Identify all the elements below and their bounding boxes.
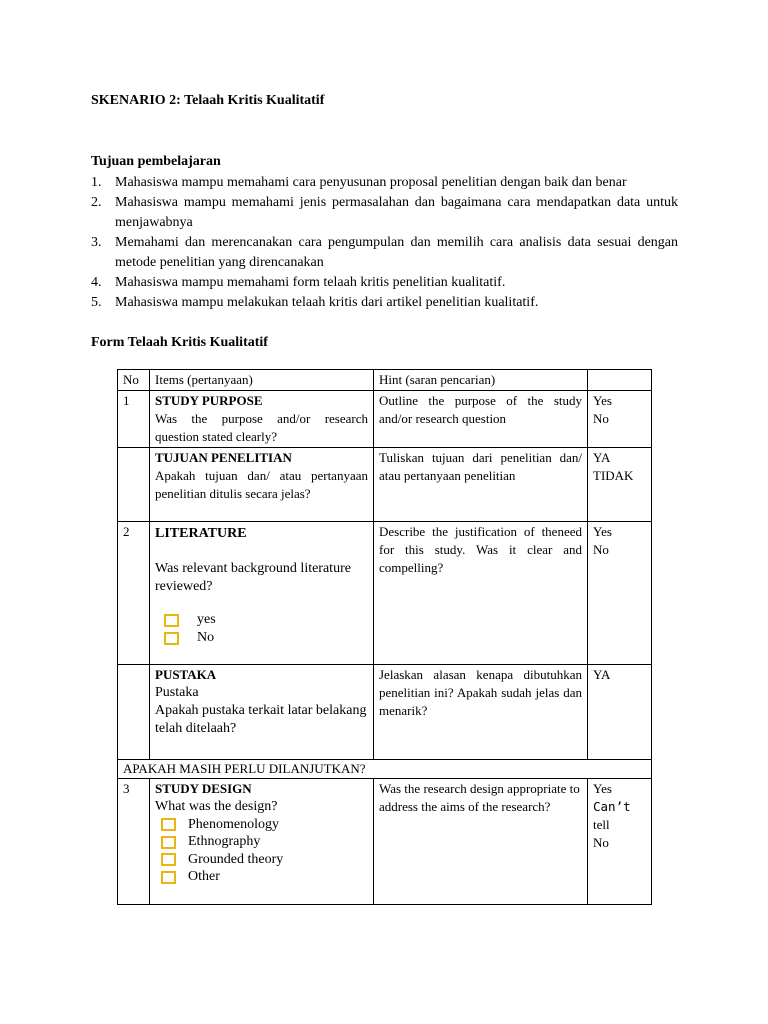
form-heading: Form Telaah Kritis Kualitatif [91,335,268,350]
checkbox[interactable] [161,871,176,884]
item-title: LITERATURE [155,526,247,541]
continue-row [118,760,652,779]
item-title: STUDY PURPOSE [155,393,263,408]
answer-option: Can’t [593,799,631,814]
objective-number: 5. [91,295,102,310]
objective-number: 4. [91,275,102,290]
objective-item [91,293,678,313]
objective-number: 2. [91,195,102,210]
answer-option: Yes [593,524,612,539]
item-question: Apakah pustaka terkait latar belakang telah ditelaah? [155,703,367,736]
checkbox[interactable] [161,853,176,866]
objective-item [91,193,678,233]
row-number: 2 [118,522,150,665]
item-cell [150,391,374,448]
page-title: SKENARIO 2: Telaah Kritis Kualitatif [91,93,325,108]
objective-number: 1. [91,175,102,190]
objective-number: 3. [91,235,102,250]
item-question: What was the design? [155,799,278,814]
option-row [155,629,368,647]
row-number [118,448,150,522]
answer-option: YA [593,667,611,682]
hint-cell: Describe the justification of theneed for this study. Was it clear and compelling? [374,522,588,665]
option-row [155,816,368,834]
item-title: PUSTAKA [155,667,217,682]
option-label: Ethnography [188,834,261,850]
objective-item [91,173,678,193]
header-no: No [118,370,150,391]
item-question: Was the purpose and/or research question stated clearly? [155,411,368,444]
answer-option: TIDAK [593,468,634,483]
row-number: 3 [118,779,150,905]
answer-cell [588,665,652,760]
header-answer [588,370,652,391]
design-options [155,816,368,886]
objective-item [91,233,678,273]
table-header-row [118,370,652,391]
header-hint: Hint (saran pencarian) [374,370,588,391]
objectives-list [91,173,678,313]
option-label: Phenomenology [188,816,279,832]
answer-cell [588,448,652,522]
table-row [118,665,652,760]
item-cell [150,448,374,522]
critical-appraisal-table [117,369,652,905]
answer-option: Yes [593,393,612,408]
table-row [118,779,652,905]
hint-cell: Outline the purpose of the study and/or research question [374,391,588,448]
row-number [118,665,150,760]
item-title: STUDY DESIGN [155,781,252,796]
objective-text: Mahasiswa mampu memahami cara penyusunan proposal penelitian dengan baik dan benar [115,175,627,190]
checkbox[interactable] [164,614,179,627]
answer-cell [588,522,652,665]
table-row [118,448,652,522]
answer-option: No [593,411,609,426]
item-cell [150,522,374,665]
literature-options [155,611,368,647]
option-label: yes [197,612,216,627]
answer-cell [588,779,652,905]
answer-option: YA [593,450,611,465]
objective-text: Memahami dan merencanakan cara pengumpulan dan memilih cara analisis data sesuai dengan metode penelitian yang direncanakan [115,235,678,270]
answer-option: Yes [593,781,612,796]
option-row [155,851,368,869]
option-label: Other [188,869,220,885]
header-items: Items (pertanyaan) [150,370,374,391]
answer-option: No [593,542,609,557]
item-subtitle: Pustaka [155,685,199,700]
item-question: Was relevant background literature reviewed? [155,561,351,594]
answer-option: tell [593,817,610,832]
objective-text: Mahasiswa mampu memahami jenis permasalahan dan bagaimana cara mendapatkan data untuk menjawabnya [115,195,678,230]
objective-item [91,273,678,293]
objective-text: Mahasiswa mampu memahami form telaah kritis penelitian kualitatif. [115,275,506,290]
option-label: Grounded theory [188,851,284,867]
answer-cell [588,391,652,448]
hint-cell: Tuliskan tujuan dari penelitian dan/ atau pertanyaan penelitian [374,448,588,522]
option-row [155,869,368,887]
item-question: Apakah tujuan dan/ atau pertanyaan penelitian ditulis secara jelas? [155,468,368,501]
checkbox[interactable] [161,836,176,849]
checkbox[interactable] [164,632,179,645]
hint-cell: Was the research design appropriate to address the aims of the research? [374,779,588,905]
option-label: No [197,630,215,645]
table-row [118,522,652,665]
objective-text: Mahasiswa mampu melakukan telaah kritis dari artikel penelitian kualitatif. [115,295,539,310]
continue-question: APAKAH MASIH PERLU DILANJUTKAN? [118,760,652,779]
item-title: TUJUAN PENELITIAN [155,450,292,465]
objectives-heading: Tujuan pembelajaran [91,154,221,169]
row-number: 1 [118,391,150,448]
checkbox[interactable] [161,818,176,831]
item-cell [150,665,374,760]
table-row [118,391,652,448]
option-row [155,834,368,852]
item-cell [150,779,374,905]
hint-cell: Jelaskan alasan kenapa dibutuhkan penelitian ini? Apakah sudah jelas dan menarik? [374,665,588,760]
option-row [155,611,368,629]
answer-option: No [593,835,609,850]
